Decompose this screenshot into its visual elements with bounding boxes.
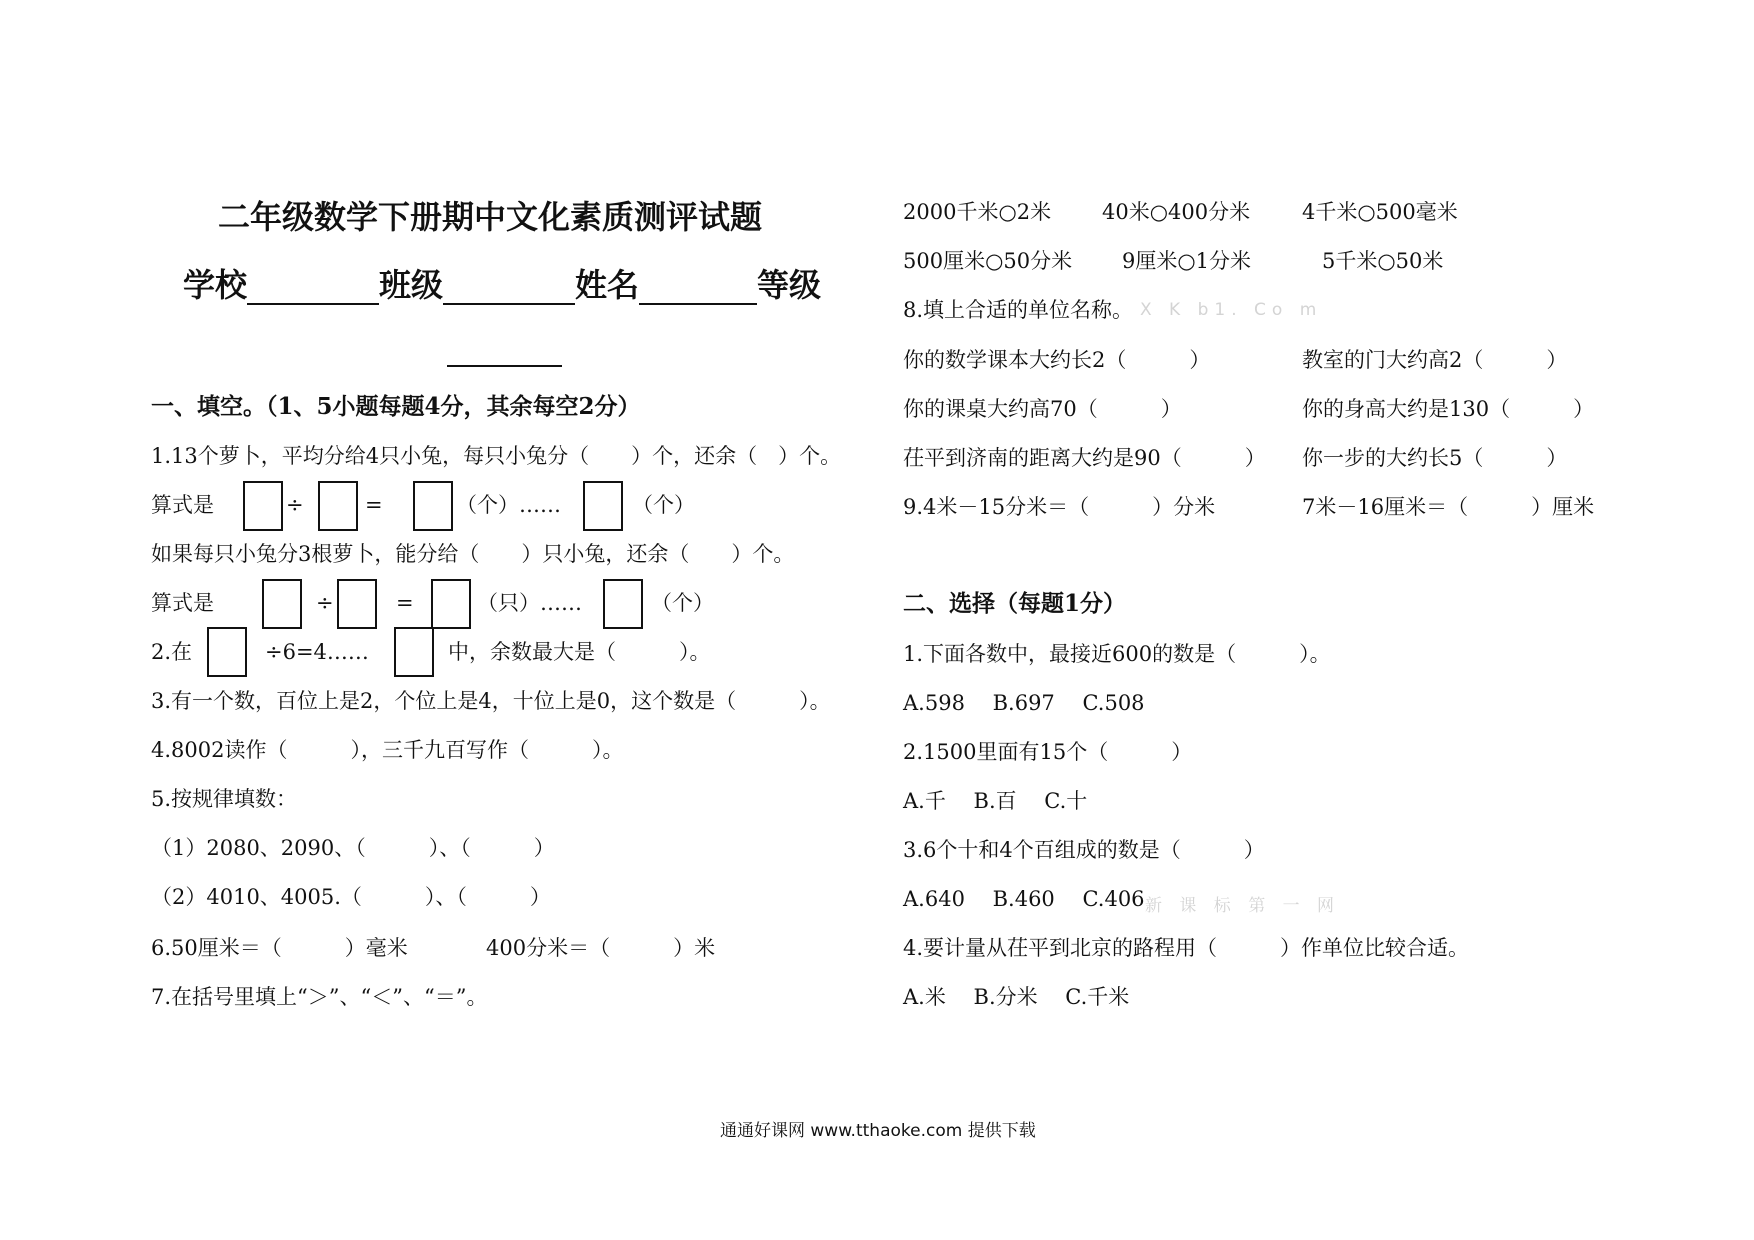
- question-9a: 9.4米－15分米＝（ ）分米: [903, 495, 1216, 519]
- compare-2c: 5千米○50米: [1322, 249, 1444, 273]
- compare-1a: 2000千米○2米: [903, 200, 1052, 224]
- name-label: 姓名: [575, 266, 640, 304]
- school-blank[interactable]: [247, 273, 379, 305]
- question-8c: 你的课桌大约高70（ ）: [903, 397, 1182, 421]
- question-8d: 你的身高大约是130（ ）: [1302, 397, 1595, 421]
- question-2-prefix: 2.在: [151, 640, 193, 664]
- question-7: 7.在括号里填上“＞”、“＜”、“＝”。: [151, 985, 488, 1009]
- class-blank[interactable]: [443, 273, 575, 305]
- page-title: 二年级数学下册期中文化素质测评试题: [218, 198, 763, 236]
- grade-label: 等级: [757, 266, 822, 304]
- choice-4: 4.要计量从茌平到北京的路程用（ ）作单位比较合适。: [903, 936, 1470, 960]
- question-9b: 7米－16厘米＝（ ）厘米: [1302, 495, 1595, 519]
- compare-1b: 40米○400分米: [1102, 200, 1251, 224]
- student-info-line: [183, 265, 821, 305]
- watermark-xinkebiao: 新 课 标 第 一 网: [1145, 896, 1341, 916]
- question-8a: 你的数学课本大约长2（ ）: [903, 348, 1211, 372]
- question-2-middle: ÷6=4……: [265, 640, 369, 664]
- question-3: 3.有一个数，百位上是2，个位上是4，十位上是0，这个数是（ ）。: [151, 689, 831, 713]
- equals-sign: =: [365, 493, 383, 517]
- unit-ge: （个）: [651, 591, 714, 615]
- watermark-xkb1: X K b1. Co m: [1140, 300, 1323, 320]
- choice-2: 2.1500里面有15个（ ）: [903, 740, 1193, 764]
- section-fill-in-heading: 一、填空。（1、5小题每题4分，其余每空2分）: [151, 393, 641, 420]
- question-8e: 茌平到济南的距离大约是90（ ）: [903, 446, 1266, 470]
- answer-box[interactable]: [583, 481, 623, 531]
- divide-sign: ÷: [286, 493, 304, 517]
- unit-ge: （个）: [632, 493, 695, 517]
- school-label: 学校: [183, 266, 248, 304]
- answer-box[interactable]: [413, 481, 453, 531]
- compare-1c: 4千米○500毫米: [1302, 200, 1458, 224]
- question-8: 8.填上合适的单位名称。: [903, 298, 1134, 322]
- choice-3-options: A.640 B.460 C.406: [903, 887, 1145, 911]
- choice-2-options: A.千 B.百 C.十: [903, 789, 1088, 813]
- grade-blank[interactable]: [447, 365, 562, 367]
- question-6a: 6.50厘米＝（ ）毫米: [151, 936, 408, 960]
- question-5-2: （2）4010、4005.（ ）、（ ）: [151, 885, 551, 909]
- answer-box[interactable]: [318, 481, 358, 531]
- compare-2a: 500厘米○50分米: [903, 249, 1073, 273]
- question-1: 1.13个萝卜，平均分给4只小兔，每只小兔分（ ）个，还余（ ）个。: [151, 444, 842, 468]
- choice-1: 1.下面各数中，最接近600的数是（ ）。: [903, 642, 1331, 666]
- question-4: 4.8002读作（ ），三千九百写作（ ）。: [151, 738, 624, 762]
- question-5-1: （1）2080、2090、（ ）、（ ）: [151, 836, 555, 860]
- question-1-part-2: 如果每只小兔分3根萝卜，能分给（ ）只小兔，还余（ ）个。: [151, 542, 795, 566]
- question-8f: 你一步的大约长5（ ）: [1302, 446, 1568, 470]
- unit-ge-remainder: （个）……: [456, 493, 561, 517]
- footer-source: 通通好课网 www.tthaoke.com 提供下载: [720, 1121, 1036, 1141]
- choice-1-options: A.598 B.697 C.508: [903, 691, 1145, 715]
- answer-box[interactable]: [243, 481, 283, 531]
- equals-sign: =: [396, 591, 414, 615]
- choice-3: 3.6个十和4个百组成的数是（ ）: [903, 838, 1265, 862]
- answer-box[interactable]: [603, 579, 643, 629]
- answer-box[interactable]: [207, 627, 247, 677]
- formula-label-1: 算式是: [151, 493, 214, 517]
- question-5: 5.按规律填数：: [151, 787, 298, 811]
- formula-label-2: 算式是: [151, 591, 214, 615]
- question-6b: 400分米＝（ ）米: [486, 936, 716, 960]
- section-choice-heading: 二、选择（每题1分）: [903, 590, 1127, 617]
- answer-box[interactable]: [337, 579, 377, 629]
- choice-4-options: A.米 B.分米 C.千米: [903, 985, 1130, 1009]
- divide-sign: ÷: [316, 591, 334, 615]
- answer-box[interactable]: [431, 579, 471, 629]
- answer-box[interactable]: [394, 627, 434, 677]
- question-8b: 教室的门大约高2（ ）: [1302, 348, 1568, 372]
- unit-zhi-remainder: （只）……: [477, 591, 582, 615]
- name-blank[interactable]: [639, 273, 757, 305]
- class-label: 班级: [379, 266, 444, 304]
- compare-2b: 9厘米○1分米: [1122, 249, 1252, 273]
- answer-box[interactable]: [262, 579, 302, 629]
- question-2-suffix: 中，余数最大是（ ）。: [448, 640, 711, 664]
